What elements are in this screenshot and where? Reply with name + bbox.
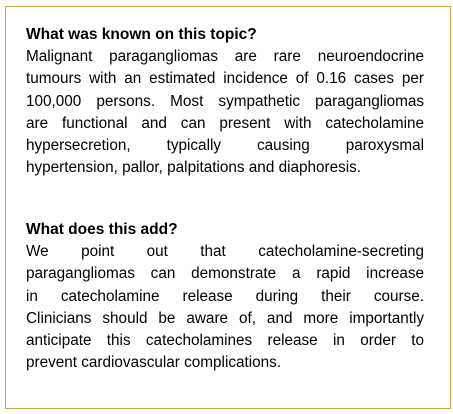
known-line: 100,000 persons. Most sympathetic paragangliomas xyxy=(26,92,424,110)
known-line: are functional and can present with catecholamine xyxy=(26,114,424,132)
adds-line: Clinicians should be aware of, and more importantly xyxy=(26,309,424,327)
adds-paragraph xyxy=(26,241,424,375)
known-paragraph xyxy=(26,46,424,180)
known-line: hypersecretion, typically causing paroxysmal xyxy=(26,137,424,155)
adds-line: We point out that catecholamine-secreting xyxy=(26,243,424,260)
known-section xyxy=(26,24,424,180)
adds-line: in catecholamine release during their course. xyxy=(26,287,424,305)
known-line: Malignant paragangliomas are rare neuroendocrine xyxy=(26,48,424,65)
known-line: tumours with an estimated incidence of 0.16 cases per xyxy=(26,70,424,88)
adds-line: anticipate this catecholamines release in order to xyxy=(26,332,424,350)
adds-line: prevent cardiovascular complications. xyxy=(26,354,282,372)
adds-heading: What does this add? xyxy=(26,221,178,238)
known-line: hypertension, pallor, palpitations and diaphoresis. xyxy=(26,159,362,177)
adds-section xyxy=(26,219,424,375)
known-heading: What was known on this topic? xyxy=(26,26,257,43)
adds-line: paragangliomas can demonstrate a rapid increase xyxy=(26,265,424,283)
